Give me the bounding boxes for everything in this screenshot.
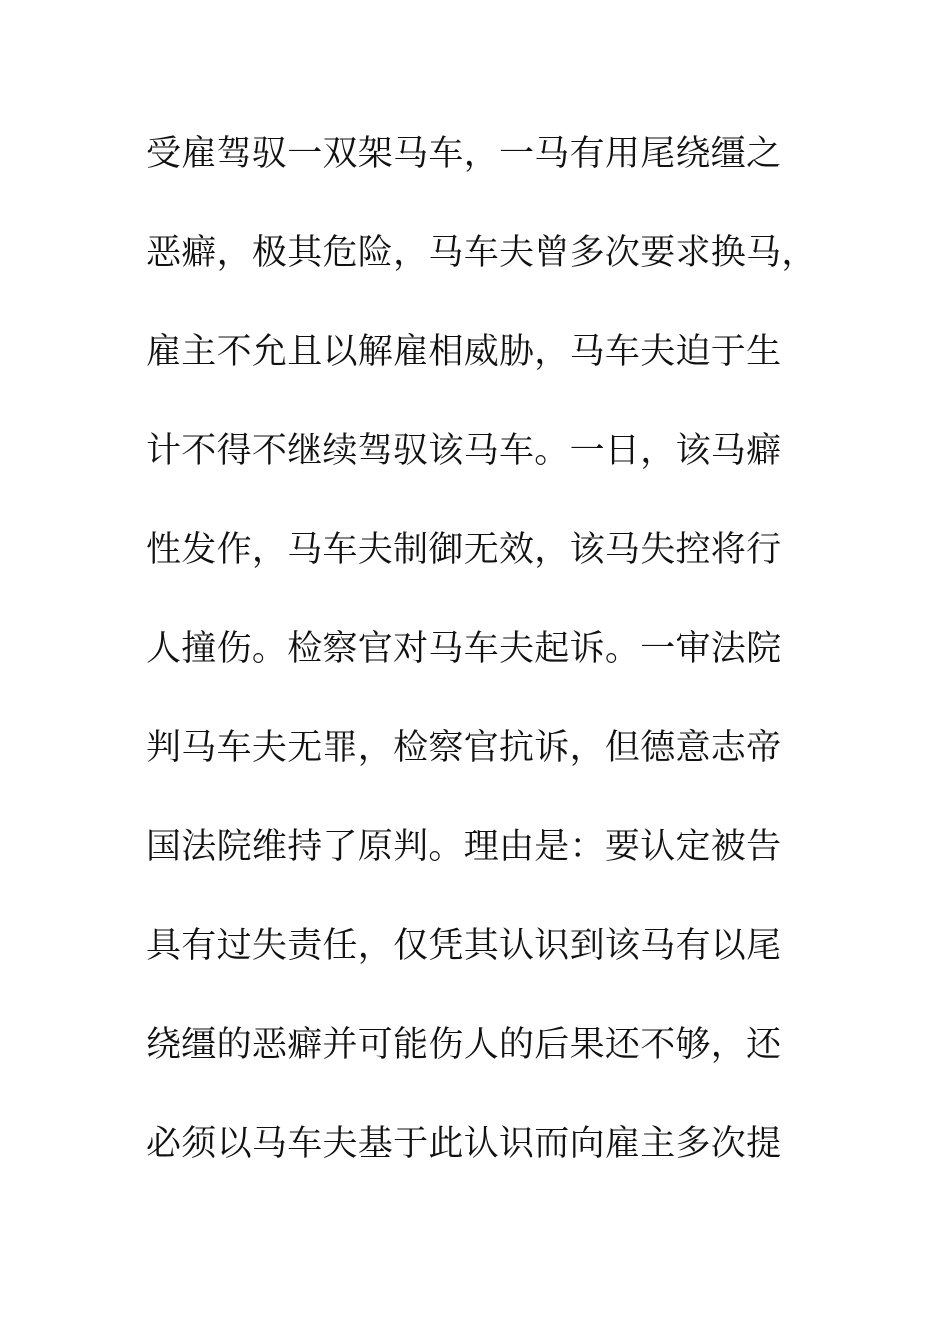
text-line: 雇主不允且以解雇相威胁，马车夫迫于生 bbox=[146, 332, 782, 372]
text-line: 绕缰的恶癖并可能伤人的后果还不够，还 bbox=[146, 1025, 782, 1065]
text-line: 计不得不继续驾驭该马车。一日，该马癖 bbox=[146, 431, 782, 471]
text-line: 恶癖，极其危险，马车夫曾多次要求换马， bbox=[146, 233, 817, 273]
text-line: 具有过失责任，仅凭其认识到该马有以尾 bbox=[146, 926, 782, 966]
text-line: 受雇驾驭一双架马车，一马有用尾绕缰之 bbox=[146, 134, 782, 174]
text-line: 国法院维持了原判。理由是：要认定被告 bbox=[146, 827, 782, 867]
text-line: 人撞伤。检察官对马车夫起诉。一审法院 bbox=[146, 629, 782, 669]
text-line: 性发作，马车夫制御无效，该马失控将行 bbox=[146, 530, 782, 570]
text-line: 判马车夫无罪，检察官抗诉，但德意志帝 bbox=[146, 728, 782, 768]
body-text bbox=[146, 128, 846, 1217]
text-line: 必须以马车夫基于此认识而向雇主多次提 bbox=[146, 1124, 782, 1164]
